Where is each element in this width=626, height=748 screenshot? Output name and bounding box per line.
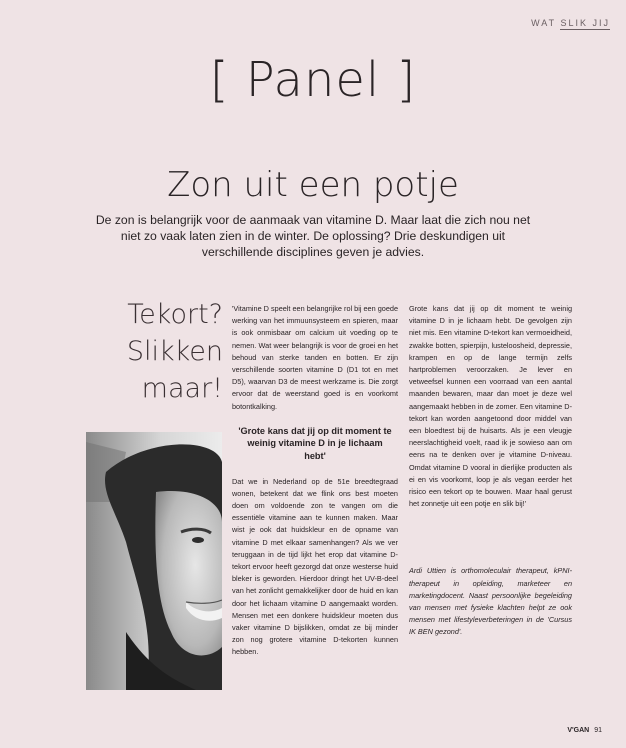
kicker-line-3: maar! xyxy=(141,373,223,404)
pull-quote: 'Grote kans dat jij op dit moment te weinig vitamine D in je lichaam hebt' xyxy=(238,425,392,462)
body-paragraph: Dat we in Nederland op de 51e breedtegraad wonen, betekent dat we flink ons best moeten doen om voldoende zon te vangen om die essentiële vitamine aan te kunnen maken. Maar wist je ook dat huidskleur en de opname van vitamine D met elkaar samenhangen? Als we ver teruggaan in de tijd lijkt het erop dat vitamine D-tekort ervoor heeft gezorgd dat onze westerse huid bleker is geworden. Hierdoor dringt het UV-B-deel van het zonlicht gemakkelijker door de huid en kan door het lichaam vitamine D aangemaakt worden. Mensen met een donkere huidskleur moeten dus vaker vitamine D bijslikken, omdat ze bij minder zon nog grotere vitamine D-tekorten kunnen hebben. xyxy=(232,476,398,657)
section-highlight: SLIK JIJ xyxy=(560,18,610,28)
page-footer xyxy=(567,727,602,734)
text-column-2 xyxy=(409,303,572,639)
expert-bio: Ardi Uttien is orthomoleculair therapeut, kPNI-therapeut in opleiding, marketeer en marketingdocent. Naast persoonlijke begeleiding van mensen met fysieke klachten helpt ze ook mensen met lifestyleverbeteringen in de 'Cursus IK BEN gezond'. xyxy=(409,566,572,637)
page-number: 91 xyxy=(594,727,602,734)
magazine-brand: V'GAN xyxy=(567,727,590,734)
article-intro: De zon is belangrijk voor de aanmaak van vitamine D. Maar laat die zich nou net niet zo vaak laten zien in de winter. De oplossing? Drie deskundigen uit verschillende disciplines geven je advies. xyxy=(95,213,531,259)
panel-title: [ Panel ] xyxy=(209,52,417,108)
section-prefix: WAT xyxy=(531,18,561,28)
section-tag xyxy=(531,18,610,28)
body-paragraph: Grote kans dat jij op dit moment te weinig vitamine D in je lichaam hebt. De gevolgen zijn niet mis. Een vitamine D-tekort kan vermoeidheid, zwakke botten, spierpijn, lusteloosheid, depressie, krampen en op de lange termijn zelfs hartproblemen veroorzaken. Je lever en vetweefsel kunnen een voorraad van een aantal maanden bewaren, maar dan moet je deze wel aangemaakt hebben in de zomer. Een vitamine D-tekort kan worden aangetoond door middel van een bloedtest bij de huisarts. Als je een vleugje neerslachtigheid voelt, raad ik je sowieso aan om eens na te denken over je vitamine D-niveau. Omdat vitamine D vooral in dierlijke producten als ei en vis voorkomt, loop je als vegan eerder het risico een tekort op te bouwen. Maar haal gerust het zonnetje uit een potje en slik bij!' xyxy=(409,304,572,509)
text-column-1 xyxy=(232,303,398,659)
body-paragraph: 'Vitamine D speelt een belangrijke rol bij een goede werking van het immuunsysteem en spieren, maar is ook onmisbaar om calcium uit voeding op te nemen. Wat weer belangrijk is voor de groei en het behoud van sterke tanden en botten. Er zijn verschillende soorten vitamine D (D1 tot en met D5), waarvan D3 de meest werkzame is. Die zorgt ervoor dat de weerstand goed is en voorkomt botontkalking. xyxy=(232,304,398,411)
kicker-heading xyxy=(98,296,223,407)
portrait-photo xyxy=(86,432,222,690)
kicker-line-2: Slikken xyxy=(126,336,223,367)
article-headline: Zon uit een potje xyxy=(167,165,459,205)
kicker-line-1: Tekort? xyxy=(127,299,223,330)
